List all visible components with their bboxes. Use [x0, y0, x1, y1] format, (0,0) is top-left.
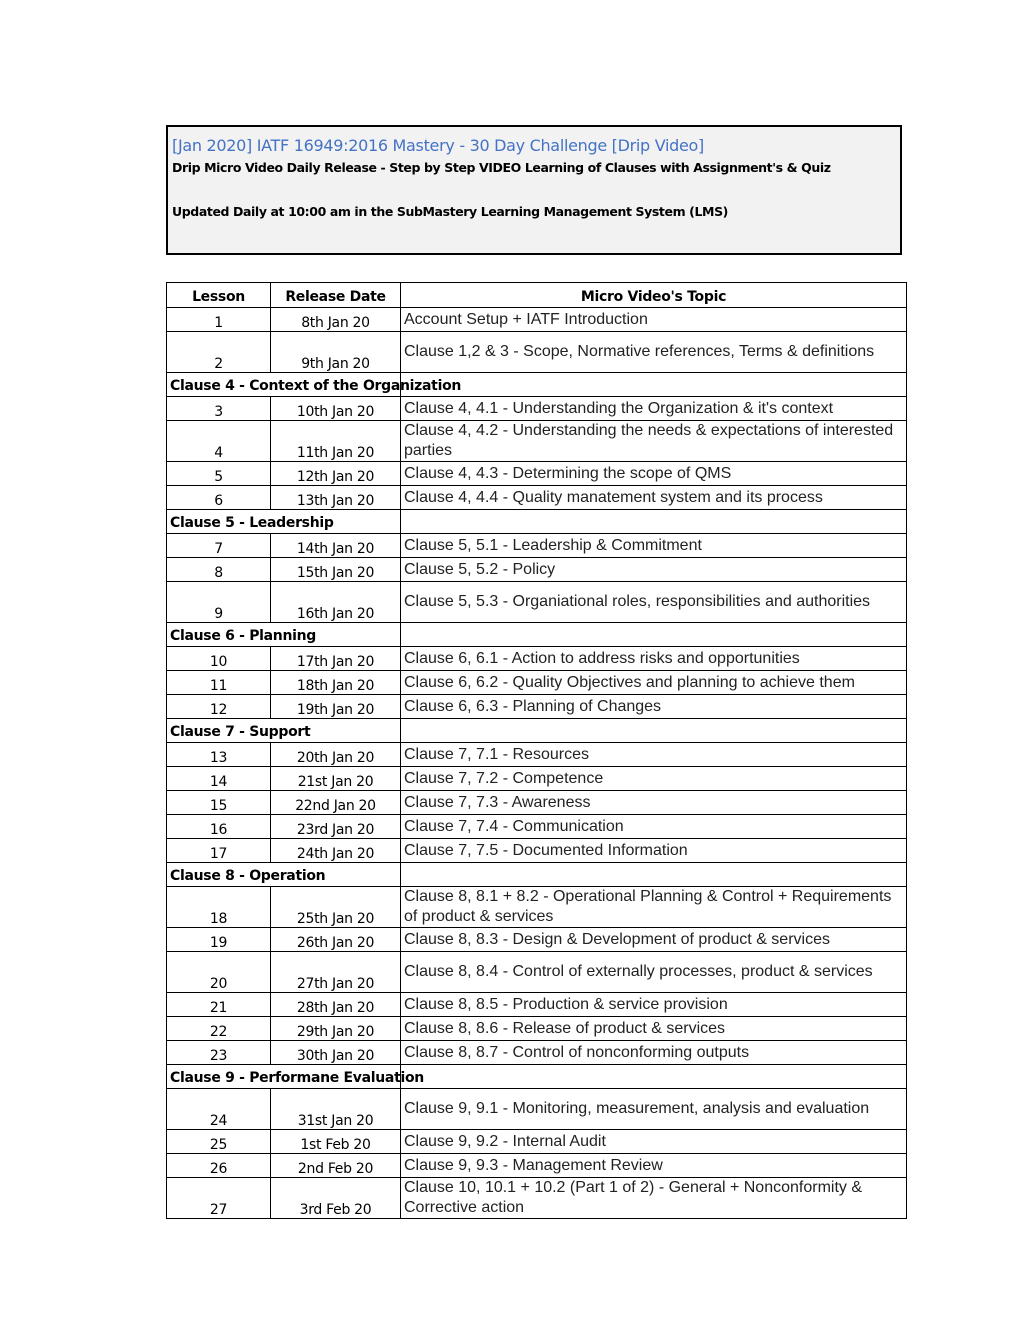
release-date-cell: 24th Jan 20 [271, 839, 401, 863]
release-date-cell: 25th Jan 20 [271, 887, 401, 928]
release-date-cell: 14th Jan 20 [271, 534, 401, 558]
table-body [167, 308, 907, 1219]
release-date-cell: 18th Jan 20 [271, 671, 401, 695]
topic-cell: Clause 4, 4.2 - Understanding the needs & expectations of interested parties [401, 421, 907, 462]
release-date-cell: 9th Jan 20 [271, 332, 401, 373]
table-row [167, 1130, 907, 1154]
release-date-cell: 1st Feb 20 [271, 1130, 401, 1154]
release-date-cell: 31st Jan 20 [271, 1089, 401, 1130]
lesson-number-cell: 22 [167, 1017, 271, 1041]
section-title: Clause 7 - Support [167, 719, 401, 743]
lesson-number-cell: 14 [167, 767, 271, 791]
release-date-cell: 11th Jan 20 [271, 421, 401, 462]
topic-cell: Clause 5, 5.1 - Leadership & Commitment [401, 534, 907, 558]
release-date-cell: 15th Jan 20 [271, 558, 401, 582]
column-header-topic: Micro Video's Topic [401, 283, 907, 308]
topic-cell: Clause 8, 8.5 - Production & service provision [401, 993, 907, 1017]
table-row [167, 952, 907, 993]
release-date-cell: 23rd Jan 20 [271, 815, 401, 839]
release-date-cell: 13th Jan 20 [271, 486, 401, 510]
table-row [167, 1154, 907, 1178]
release-date-cell: 16th Jan 20 [271, 582, 401, 623]
table-row [167, 815, 907, 839]
lesson-number-cell: 17 [167, 839, 271, 863]
release-date-cell: 19th Jan 20 [271, 695, 401, 719]
lesson-number-cell: 20 [167, 952, 271, 993]
lesson-number-cell: 12 [167, 695, 271, 719]
topic-cell: Clause 6, 6.1 - Action to address risks and opportunities [401, 647, 907, 671]
topic-cell: Clause 8, 8.4 - Control of externally processes, product & services [401, 952, 907, 993]
lesson-number-cell: 15 [167, 791, 271, 815]
table-row [167, 647, 907, 671]
table-row [167, 486, 907, 510]
topic-cell: Clause 7, 7.3 - Awareness [401, 791, 907, 815]
lesson-schedule-table [166, 282, 907, 1219]
section-empty-cell [401, 510, 907, 534]
topic-cell: Clause 4, 4.1 - Understanding the Organization & it's context [401, 397, 907, 421]
release-date-cell: 30th Jan 20 [271, 1041, 401, 1065]
lesson-number-cell: 27 [167, 1178, 271, 1219]
lesson-number-cell: 6 [167, 486, 271, 510]
release-date-cell: 22nd Jan 20 [271, 791, 401, 815]
table-row [167, 671, 907, 695]
topic-cell: Clause 7, 7.2 - Competence [401, 767, 907, 791]
section-row [167, 623, 907, 647]
topic-cell: Clause 5, 5.3 - Organiational roles, responsibilities and authorities [401, 582, 907, 623]
document-subtitle: Drip Micro Video Daily Release - Step by Step VIDEO Learning of Clauses with Assignment's & Quiz [172, 160, 831, 175]
update-note: Updated Daily at 10:00 am in the SubMastery Learning Management System (LMS) [172, 204, 728, 219]
lesson-number-cell: 3 [167, 397, 271, 421]
lesson-number-cell: 19 [167, 928, 271, 952]
column-header-release-date: Release Date [271, 283, 401, 308]
topic-cell: Clause 4, 4.4 - Quality manatement system and its process [401, 486, 907, 510]
table-row [167, 397, 907, 421]
topic-cell: Clause 9, 9.3 - Management Review [401, 1154, 907, 1178]
section-title: Clause 9 - Performane Evaluation [167, 1065, 401, 1089]
table-row [167, 743, 907, 767]
section-empty-cell [401, 719, 907, 743]
table-row [167, 767, 907, 791]
table-row [167, 695, 907, 719]
table-row [167, 582, 907, 623]
header-box [166, 125, 902, 255]
table-row [167, 1178, 907, 1219]
topic-cell: Clause 5, 5.2 - Policy [401, 558, 907, 582]
table-row [167, 1017, 907, 1041]
topic-cell: Clause 4, 4.3 - Determining the scope of QMS [401, 462, 907, 486]
topic-cell: Clause 7, 7.4 - Communication [401, 815, 907, 839]
lesson-number-cell: 18 [167, 887, 271, 928]
section-row [167, 510, 907, 534]
section-empty-cell [401, 623, 907, 647]
topic-cell: Clause 6, 6.3 - Planning of Changes [401, 695, 907, 719]
lesson-number-cell: 2 [167, 332, 271, 373]
table-row [167, 791, 907, 815]
lesson-number-cell: 8 [167, 558, 271, 582]
release-date-cell: 2nd Feb 20 [271, 1154, 401, 1178]
section-title: Clause 4 - Context of the Organization [167, 373, 401, 397]
section-title: Clause 6 - Planning [167, 623, 401, 647]
section-row [167, 719, 907, 743]
section-empty-cell [401, 373, 907, 397]
release-date-cell: 8th Jan 20 [271, 308, 401, 332]
lesson-number-cell: 26 [167, 1154, 271, 1178]
column-header-lesson: Lesson [167, 283, 271, 308]
lesson-number-cell: 10 [167, 647, 271, 671]
topic-cell: Clause 7, 7.5 - Documented Information [401, 839, 907, 863]
section-title: Clause 8 - Operation [167, 863, 401, 887]
section-empty-cell [401, 1065, 907, 1089]
topic-cell: Clause 8, 8.1 + 8.2 - Operational Planning & Control + Requirements of product & services [401, 887, 907, 928]
section-row [167, 1065, 907, 1089]
topic-cell: Account Setup + IATF Introduction [401, 308, 907, 332]
topic-cell: Clause 10, 10.1 + 10.2 (Part 1 of 2) - General + Nonconformity & Corrective action [401, 1178, 907, 1219]
release-date-cell: 26th Jan 20 [271, 928, 401, 952]
table-row [167, 1089, 907, 1130]
lesson-number-cell: 25 [167, 1130, 271, 1154]
table-row [167, 534, 907, 558]
table-row [167, 887, 907, 928]
table-row [167, 421, 907, 462]
topic-cell: Clause 8, 8.7 - Control of nonconforming outputs [401, 1041, 907, 1065]
lesson-number-cell: 24 [167, 1089, 271, 1130]
section-title: Clause 5 - Leadership [167, 510, 401, 534]
lesson-number-cell: 9 [167, 582, 271, 623]
lesson-number-cell: 23 [167, 1041, 271, 1065]
topic-cell: Clause 9, 9.1 - Monitoring, measurement, analysis and evaluation [401, 1089, 907, 1130]
table-header-row [167, 283, 907, 308]
release-date-cell: 17th Jan 20 [271, 647, 401, 671]
table-row [167, 839, 907, 863]
lesson-number-cell: 21 [167, 993, 271, 1017]
document-title: [Jan 2020] IATF 16949:2016 Mastery - 30 Day Challenge [Drip Video] [172, 136, 704, 155]
lesson-number-cell: 11 [167, 671, 271, 695]
table-row [167, 558, 907, 582]
topic-cell: Clause 8, 8.3 - Design & Development of product & services [401, 928, 907, 952]
release-date-cell: 21st Jan 20 [271, 767, 401, 791]
topic-cell: Clause 8, 8.6 - Release of product & services [401, 1017, 907, 1041]
table-row [167, 332, 907, 373]
section-row [167, 863, 907, 887]
release-date-cell: 12th Jan 20 [271, 462, 401, 486]
section-row [167, 373, 907, 397]
release-date-cell: 29th Jan 20 [271, 1017, 401, 1041]
release-date-cell: 20th Jan 20 [271, 743, 401, 767]
topic-cell: Clause 6, 6.2 - Quality Objectives and planning to achieve them [401, 671, 907, 695]
release-date-cell: 28th Jan 20 [271, 993, 401, 1017]
lesson-number-cell: 7 [167, 534, 271, 558]
table-row [167, 993, 907, 1017]
lesson-number-cell: 16 [167, 815, 271, 839]
topic-cell: Clause 9, 9.2 - Internal Audit [401, 1130, 907, 1154]
table-row [167, 308, 907, 332]
lesson-number-cell: 1 [167, 308, 271, 332]
table-row [167, 462, 907, 486]
table-row [167, 928, 907, 952]
lesson-number-cell: 13 [167, 743, 271, 767]
release-date-cell: 27th Jan 20 [271, 952, 401, 993]
release-date-cell: 10th Jan 20 [271, 397, 401, 421]
lesson-number-cell: 5 [167, 462, 271, 486]
release-date-cell: 3rd Feb 20 [271, 1178, 401, 1219]
topic-cell: Clause 1,2 & 3 - Scope, Normative references, Terms & definitions [401, 332, 907, 373]
section-empty-cell [401, 863, 907, 887]
lesson-number-cell: 4 [167, 421, 271, 462]
topic-cell: Clause 7, 7.1 - Resources [401, 743, 907, 767]
table-row [167, 1041, 907, 1065]
